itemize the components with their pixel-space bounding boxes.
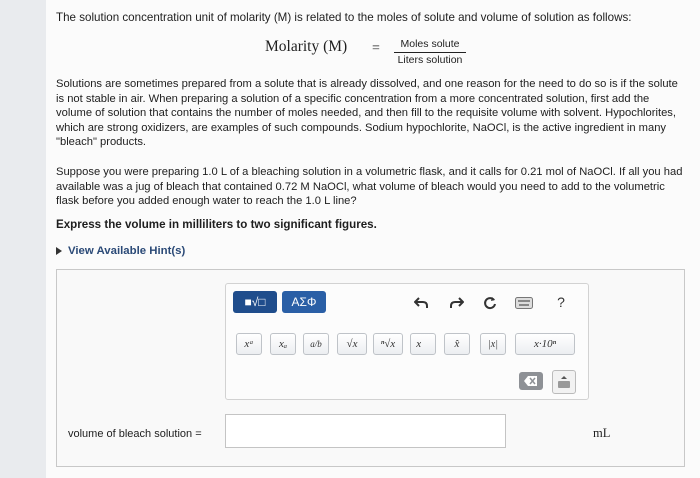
paragraph-question: Suppose you were preparing 1.0 L of a bleaching solution in a volumetric flask, and it calls for 0.21 mol of NaOCl. If all you had available was a jug of bleach that contained 0.72 M NaOCl, what volume of bleach would you need to add to the volumetric flask before you added enough water to reach the 1.0 L line?: [56, 166, 683, 208]
scientific-notation-button[interactable]: x·10ⁿ: [515, 333, 575, 355]
template-mode-label: ■√□: [244, 295, 266, 309]
answer-input[interactable]: [225, 414, 506, 448]
subscript-button[interactable]: xₐ: [270, 333, 296, 355]
view-hints-link[interactable]: [56, 245, 185, 257]
delete-icon[interactable]: [519, 372, 543, 390]
formula-fraction: [394, 38, 466, 66]
fraction-denominator: Liters solution: [397, 54, 463, 66]
instruction-text: Express the volume in milliliters to two significant figures.: [56, 218, 377, 231]
redo-icon[interactable]: [447, 293, 467, 313]
sqrt-button[interactable]: √x: [337, 333, 367, 355]
fraction-button[interactable]: a/b: [303, 333, 329, 355]
reset-icon[interactable]: [480, 293, 500, 313]
formula-equals: =: [372, 41, 380, 56]
hint-link-label: View Available Hint(s): [68, 245, 186, 257]
keyboard-toggle-icon[interactable]: [552, 370, 576, 394]
template-mode-button[interactable]: [233, 291, 277, 313]
undo-icon[interactable]: [411, 293, 431, 313]
help-icon[interactable]: ?: [557, 294, 565, 310]
nth-root-button[interactable]: ⁿ√x: [373, 333, 403, 355]
greek-mode-label: ΑΣΦ: [291, 295, 317, 309]
answer-label: volume of bleach solution =: [68, 428, 202, 440]
paragraph-context: Solutions are sometimes prepared from a solute that is already dissolved, and one reason for the need to do so is if the solute is not stable in air. When preparing a solution of a specific concentration from a more concentrated solution, first add the volume of solution that contains the number of moles needed, and then fill to the requisite volume with solvent. Hypochlorites, which are strong oxidizers, are examples of such compounds. Sodium hypochlorite, NaOCl, is the active ingredient in many "bleach" products.: [56, 78, 678, 149]
hat-button[interactable]: x̂: [444, 333, 470, 355]
formula-lhs: Molarity (M): [265, 38, 348, 55]
fraction-numerator: Moles solute: [394, 38, 466, 53]
intro-text: The solution concentration unit of molarity (M) is related to the moles of solute and volume of solution as follows:: [56, 11, 632, 24]
expand-triangle-icon: [56, 247, 62, 255]
abs-value-button[interactable]: |x|: [480, 333, 506, 355]
greek-mode-button[interactable]: [282, 291, 326, 313]
keyboard-icon[interactable]: [514, 293, 534, 313]
superscript-button[interactable]: xᵃ: [236, 333, 262, 355]
vector-button[interactable]: x⃗: [410, 333, 436, 355]
unit-label: mL: [593, 426, 611, 440]
